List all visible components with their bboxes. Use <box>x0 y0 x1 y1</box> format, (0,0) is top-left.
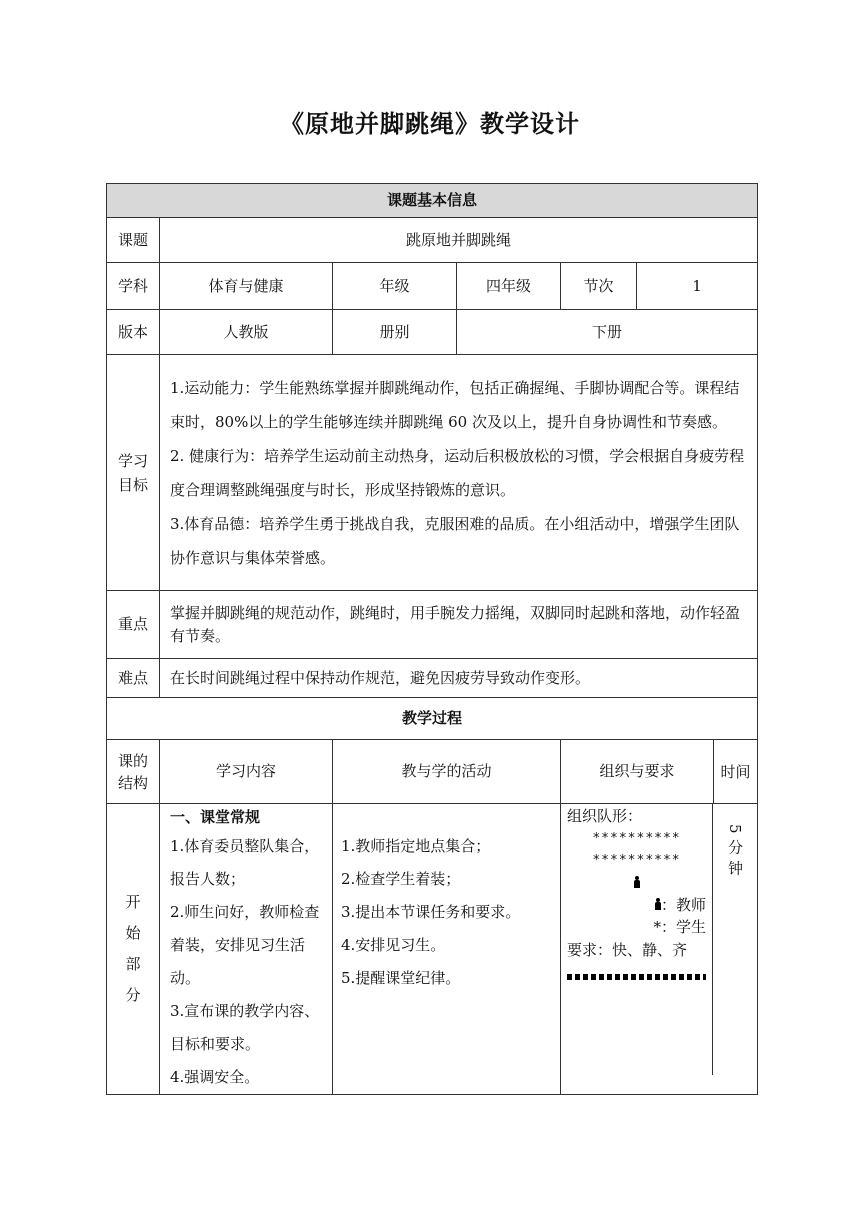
activity-cell <box>333 804 561 1095</box>
col-content: 学习内容 <box>160 740 333 804</box>
edition-value: 人教版 <box>160 310 333 355</box>
activity-item: 3.提出本节课任务和要求。 <box>341 903 521 921</box>
org-time-body <box>561 804 757 1075</box>
process-header: 教学过程 <box>107 698 758 740</box>
org-cell <box>561 804 713 1075</box>
time-value: 5分钟 <box>726 824 744 882</box>
col-activity: 教与学的活动 <box>333 740 561 804</box>
objective-item: 1.运动能力：学生能熟练掌握并脚跳绳动作，包括正确握绳、手脚协调配合等。课程结束时，80%以上的学生能够连续并脚跳绳 60 次及以上，提升自身协调性和节奏感。 <box>170 378 740 431</box>
org-time-cell <box>561 804 758 1095</box>
formation-row: ********** <box>592 853 681 868</box>
process-header-row <box>107 698 758 740</box>
col-structure: 课的结构 <box>107 740 160 804</box>
grade-label: 年级 <box>333 263 457 310</box>
basic-info-header: 课题基本信息 <box>107 184 758 218</box>
org-time-wrapper <box>561 740 757 803</box>
page-title: 《原地并脚跳绳》教学设计 <box>280 110 580 138</box>
lesson-value: 1 <box>637 263 758 310</box>
col-org: 组织与要求 <box>561 740 714 803</box>
grade-value: 四年级 <box>457 263 561 310</box>
process-columns-row <box>107 740 758 804</box>
edition-row <box>107 310 758 355</box>
difficulty-row <box>107 659 758 698</box>
subject-value: 体育与健康 <box>160 263 333 310</box>
volume-value: 下册 <box>457 310 758 355</box>
objective-item: 3.体育品德：培养学生勇于挑战自我，克服困难的品质。在小组活动中，增强学生团队协作意识与集体荣誉感。 <box>170 514 740 567</box>
activity-item: 2.检查学生着装； <box>341 870 461 888</box>
lesson-plan-table <box>106 183 758 1095</box>
org-title: 组织队形： <box>567 807 643 825</box>
col-time: 时间 <box>720 762 751 781</box>
teacher-figure-icon <box>655 898 661 910</box>
legend-teacher <box>567 894 706 916</box>
objectives-label: 学习目标 <box>107 355 160 591</box>
legend-student: *：学生 <box>653 918 706 936</box>
objectives-content <box>160 355 758 591</box>
topic-row <box>107 218 758 263</box>
topic-value: 跳原地并脚跳绳 <box>160 218 758 263</box>
key-point-row <box>107 591 758 659</box>
dotted-divider <box>567 974 706 980</box>
lesson-label: 节次 <box>561 263 637 310</box>
difficulty-label: 难点 <box>107 659 160 698</box>
volume-label: 册别 <box>333 310 457 355</box>
edition-label: 版本 <box>107 310 160 355</box>
teacher-marker <box>567 872 706 894</box>
activity-item: 5.提醒课堂纪律。 <box>341 969 461 987</box>
legend-teacher-text: ：教师 <box>660 896 706 914</box>
content-heading: 一、课堂常规 <box>170 808 261 826</box>
content-item: 3.宣布课的教学内容、目标和要求。 <box>170 1002 320 1053</box>
teacher-figure-icon <box>634 876 640 888</box>
objectives-row <box>107 355 758 591</box>
objective-item: 2. 健康行为：培养学生运动前主动热身，运动后积极放松的习惯，学会根据自身疲劳程度合理调整跳绳强度与时长，形成坚持锻炼的意识。 <box>170 446 745 499</box>
requirement: 要求：快、静、齐 <box>567 941 688 959</box>
difficulty-text: 在长时间跳绳过程中保持动作规范，避免因疲劳导致动作变形。 <box>160 659 758 698</box>
time-cell <box>713 804 757 1075</box>
content-item: 2.师生问好，教师检查着装，安排见习生活动。 <box>170 903 320 987</box>
content-item: 4.强调安全。 <box>170 1068 260 1086</box>
subject-label: 学科 <box>107 263 160 310</box>
activity-item: 1.教师指定地点集合； <box>341 837 491 855</box>
activity-item: 4.安排见习生。 <box>341 936 446 954</box>
topic-label: 课题 <box>107 218 160 263</box>
opening-section-row <box>107 804 758 1095</box>
key-point-text: 掌握并脚跳绳的规范动作，跳绳时，用手腕发力摇绳，双脚同时起跳和落地，动作轻盈有节奏。 <box>160 591 758 659</box>
content-cell <box>160 804 333 1095</box>
formation-row: ********** <box>592 831 681 846</box>
org-time-split <box>561 740 758 804</box>
subject-row <box>107 263 758 310</box>
basic-info-header-row <box>107 184 758 218</box>
key-point-label: 重点 <box>107 591 160 659</box>
section-label: 开始部分 <box>107 804 160 1095</box>
content-item: 1.体育委员整队集合，报告人数； <box>170 837 320 888</box>
